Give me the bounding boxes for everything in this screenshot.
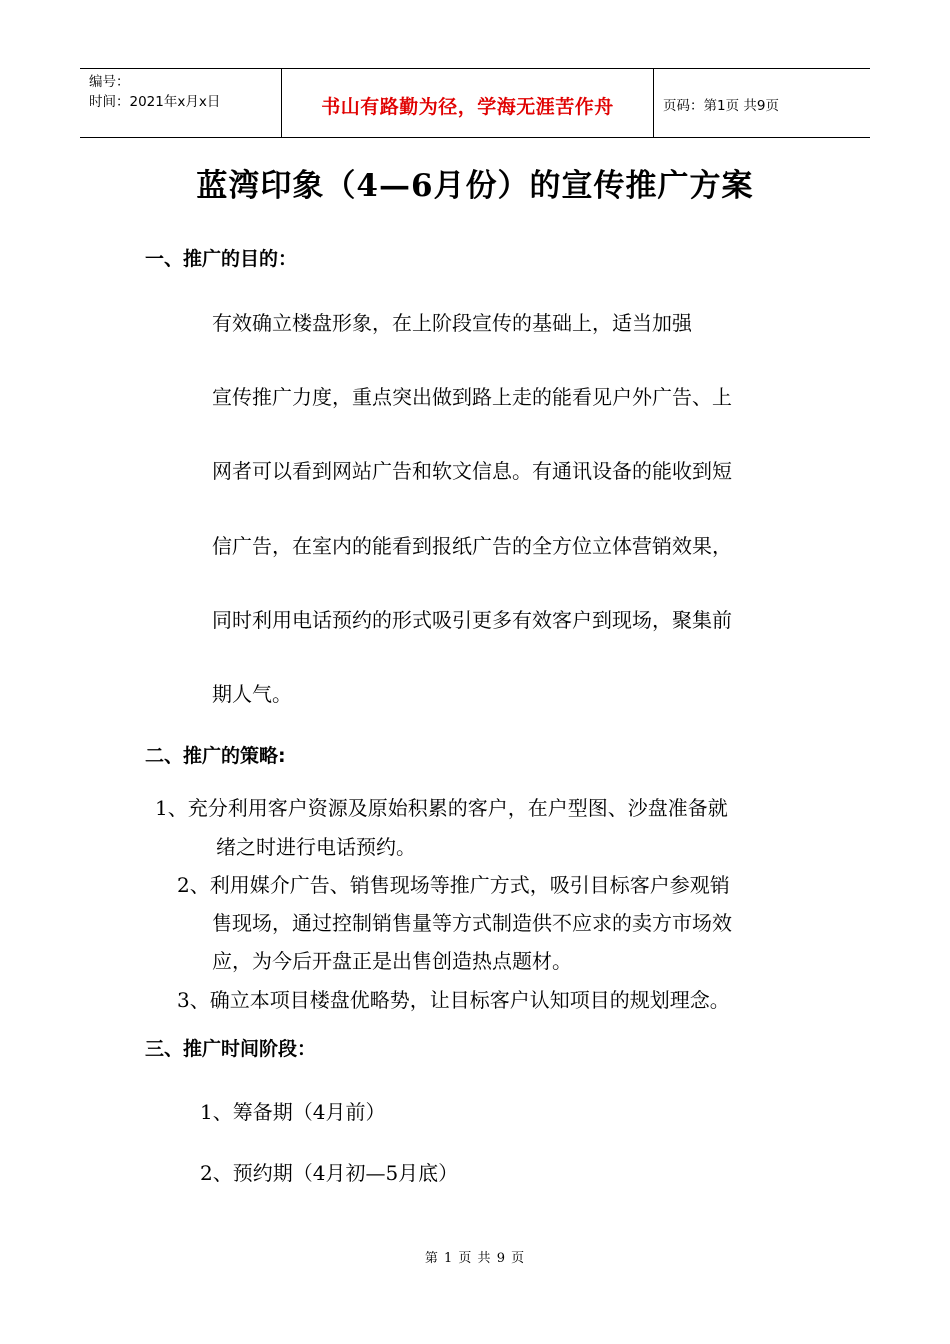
- paragraph-line: 网者可以看到网站广告和软文信息。有通讯设备的能收到短: [212, 459, 732, 483]
- phase-item: 1、筹备期（4月前）: [200, 1100, 386, 1124]
- paragraph-line: 同时利用电话预约的形式吸引更多有效客户到现场，聚集前: [212, 608, 732, 632]
- strategy-item-1-cont: 绪之时进行电话预约。: [216, 835, 416, 859]
- section-heading-strategy: 二、推广的策略:: [145, 745, 286, 767]
- section-heading-timeline: 三、推广时间阶段：: [145, 1038, 317, 1060]
- phase-item: 2、预约期（4月初—5月底）: [200, 1161, 459, 1185]
- header-meta: [80, 69, 282, 137]
- strategy-item-3: 3、确立本项目楼盘优略势，让目标客户认知项目的规划理念。: [177, 988, 730, 1012]
- header-motto: 书山有路勤为径，学海无涯苦作舟: [321, 95, 614, 118]
- strategy-item-2-cont: 应，为今后开盘正是出售创造热点题材。: [212, 949, 572, 973]
- header-motto-cell: [282, 69, 654, 137]
- document-title: 蓝湾印象（4—6月份）的宣传推广方案: [196, 168, 754, 204]
- document-number: 编号：: [89, 74, 130, 90]
- section-heading-purpose: 一、推广的目的：: [145, 248, 298, 270]
- page-footer: 第 1 页 共 9 页: [424, 1251, 526, 1266]
- header-page-info: 页码：第1页 共9页: [663, 98, 779, 114]
- paragraph-line: 期人气。: [212, 682, 292, 706]
- strategy-item-2: 2、利用媒介广告、销售现场等推广方式，吸引目标客户参观销: [177, 873, 730, 897]
- paragraph-line: 有效确立楼盘形象，在上阶段宣传的基础上，适当加强: [212, 311, 692, 335]
- strategy-item-1: 1、充分利用客户资源及原始积累的客户，在户型图、沙盘准备就: [155, 796, 728, 820]
- paragraph-line: 信广告，在室内的能看到报纸广告的全方位立体营销效果，: [212, 534, 732, 558]
- paragraph-line: 宣传推广力度，重点突出做到路上走的能看见户外广告、上: [212, 385, 732, 409]
- document-header: [80, 68, 870, 138]
- document-date: 时间：2021年x月x日: [89, 94, 221, 110]
- strategy-item-2-cont: 售现场，通过控制销售量等方式制造供不应求的卖方市场效: [212, 911, 732, 935]
